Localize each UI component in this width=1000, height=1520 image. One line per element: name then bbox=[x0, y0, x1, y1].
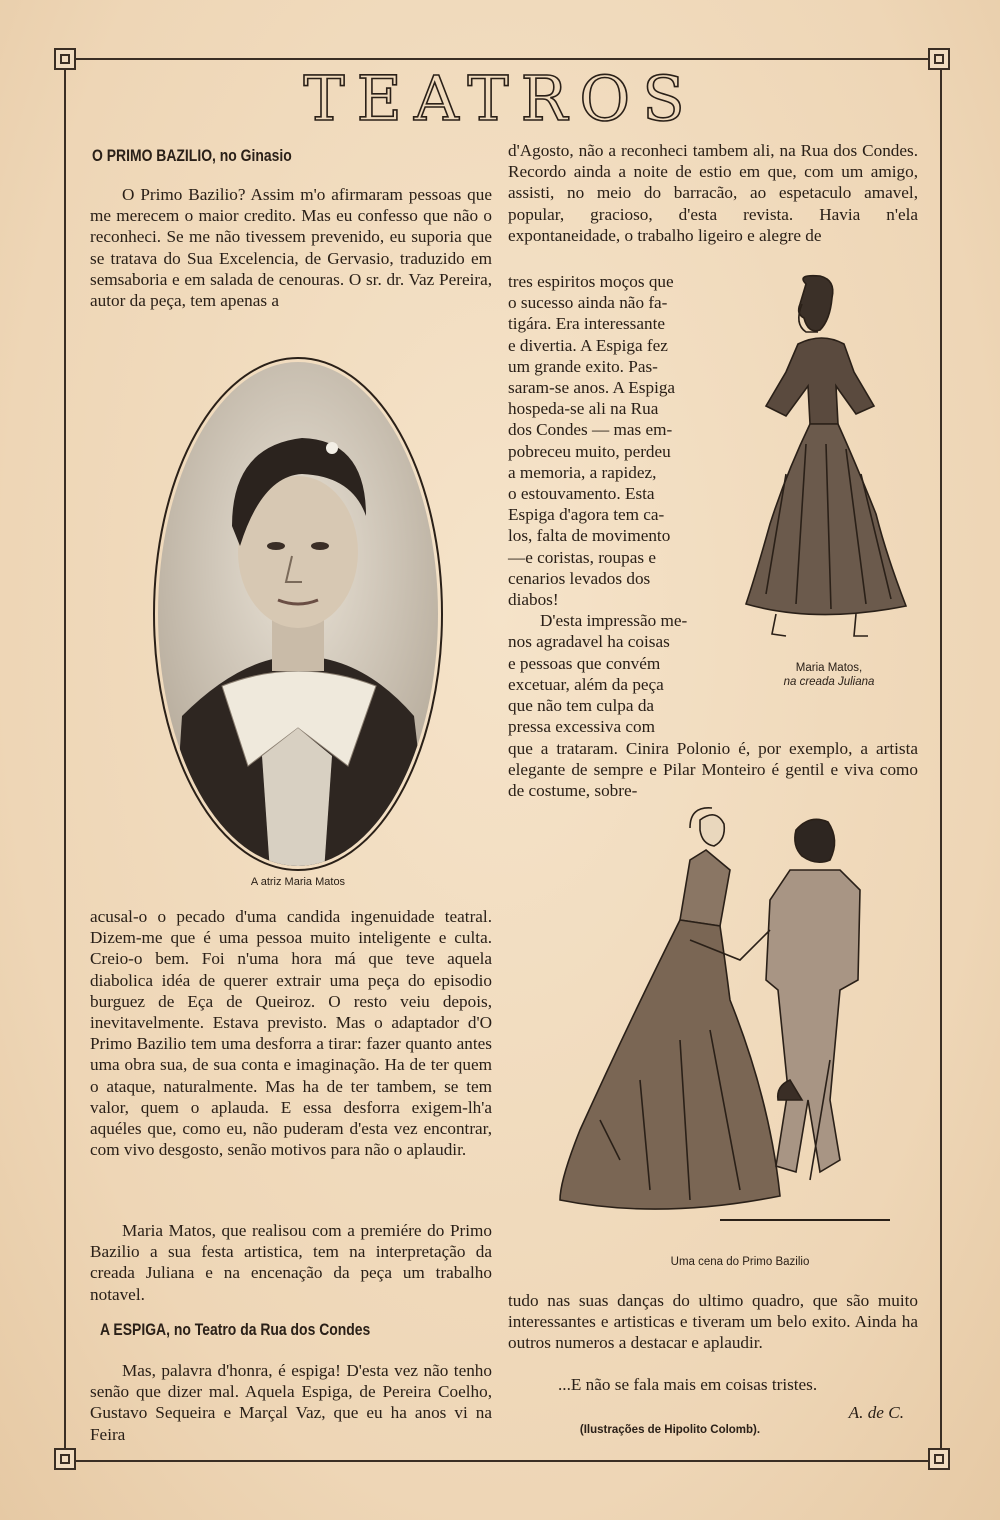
text-line: diabos! bbox=[508, 590, 559, 610]
article1-para2: acusal-o o pecado d'uma candida ingenuidade teatral. Dizem-me que é uma pessoa muito inteligente e culta. Creio-o bem. Foi n'uma hora má que teve aquela diabolica idéa de querer extrair uma peça do episodio burguez de Eça de Queiroz. O resto veiu depois, inevitavelmente. Estava previsto. Mas o adaptador d'O Primo Bazilio tem uma desforra a tirar: fazer quanto antes uma obra sua, de sua conta e imaginação. Ha de ter quem o ataque, naturalmente. Mas ha de ter tambem, se tem valor, quem o aplauda. E essa desforra exigem-lh'a aquéles que, como eu, não puderam d'esta vez encontrar, com vivo desgosto, senão motivos para não o aplaudir. bbox=[90, 907, 492, 1160]
text-line: cenarios levados dos bbox=[508, 568, 651, 588]
article1-para3: Maria Matos, que realisou com a premiére do Primo Bazilio a sua festa artistica, tem na interpretação da creada Juliana e na encenação da peça um trabalho notavel. bbox=[90, 1221, 492, 1304]
article2-heading: A ESPIGA, no Teatro da Rua dos Condes bbox=[100, 1320, 371, 1339]
text-line: dos Condes — mas em- bbox=[508, 420, 673, 440]
article1-para1: O Primo Bazilio? Assim m'o afirmaram pessoas que me merecem o maior credito. Mas eu confesso que não o reconheci. Se me não tivessem prevenido, eu suporia que se tratava do Sua Excelencia, de Gervasio, traduzido em semsaboria e em salada de cenouras. O sr. dr. Vaz Pereira, autor da peça, tem apenas a bbox=[90, 185, 492, 311]
portrait-photo bbox=[152, 356, 444, 872]
article1-heading: O PRIMO BAZILIO, no Ginasio bbox=[92, 146, 292, 165]
article2-col2-top: d'Agosto, não a reconheci tambem ali, na Rua dos Condes. Recordo ainda a noite de estio em que, com um amigo, assisti, no meio do barracão, ao espetaculo amavel, popular, gracioso, d'esta revista. Havia n'ela expontaneidade, o trabalho ligeiro e alegre de bbox=[508, 141, 918, 245]
narrow-text-block bbox=[508, 271, 732, 737]
text-line: D'esta impressão me- bbox=[540, 611, 688, 631]
text-line: excetuar, além da peça bbox=[508, 674, 664, 694]
text-line: —e coristas, roupas e bbox=[508, 547, 656, 567]
illustration-credits: (Ilustrações de Hipolito Colomb). bbox=[579, 1424, 761, 1436]
portrait-caption: A atriz Maria Matos bbox=[250, 876, 346, 888]
signature: A. de C. bbox=[848, 1403, 904, 1422]
corner-ornament bbox=[54, 1448, 76, 1470]
page-title: TEATROS bbox=[303, 62, 697, 135]
text-line: nos agradavel ha coisas bbox=[508, 632, 670, 652]
sketch-maria-matos bbox=[736, 274, 916, 654]
text-line: a memoria, a rapidez, bbox=[508, 462, 657, 482]
text-line: e pessoas que convém bbox=[508, 653, 661, 673]
article2-col2-wide: que a trataram. Cinira Polonio é, por exemplo, a artista elegante de sempre e Pilar Monteiro é gentil e viva como de costume, sobre- bbox=[508, 739, 918, 801]
sketch2-caption: Uma cena do Primo Bazilio bbox=[670, 1256, 810, 1268]
sketch1-caption-line1: Maria Matos, bbox=[795, 662, 863, 674]
text-line: los, falta de movimento bbox=[508, 526, 671, 546]
text-line: pobreceu muito, perdeu bbox=[508, 441, 671, 461]
text-line: que não tem culpa da bbox=[508, 696, 655, 716]
text-line: um grande exito. Pas- bbox=[508, 356, 658, 376]
text-line: saram-se anos. A Espiga bbox=[508, 378, 676, 398]
text-line: o estouvamento. Esta bbox=[508, 484, 655, 504]
text-line: Espiga d'agora tem ca- bbox=[508, 505, 665, 525]
sketch-scene-primo-bazilio bbox=[540, 800, 930, 1240]
article2-col2-bottom: tudo nas suas danças do ultimo quadro, que são muito interessantes e artisticas e tiveram um belo exito. Ainda ha outros numeros a destacar e aplaudir. bbox=[508, 1291, 918, 1353]
text-line: tigára. Era interessante bbox=[508, 314, 665, 334]
corner-ornament bbox=[928, 1448, 950, 1470]
closing-line: ...E não se fala mais em coisas tristes. bbox=[558, 1375, 818, 1394]
text-line: tres espiritos moços que bbox=[508, 272, 674, 291]
sketch1-caption-line2: na creada Juliana bbox=[783, 676, 875, 688]
text-line: hospeda-se ali na Rua bbox=[508, 399, 659, 419]
text-line: pressa excessiva com bbox=[508, 717, 655, 737]
text-line: o sucesso ainda não fa- bbox=[508, 293, 668, 313]
article2-para1: Mas, palavra d'honra, é espiga! D'esta vez não tenho senão que dizer mal. Aquela Espiga, de Pereira Coelho, Gustavo Sequeira e Marçal Vaz, que eu ha anos vi na Feira bbox=[90, 1361, 492, 1444]
text-line: e divertia. A Espiga fez bbox=[508, 335, 668, 355]
